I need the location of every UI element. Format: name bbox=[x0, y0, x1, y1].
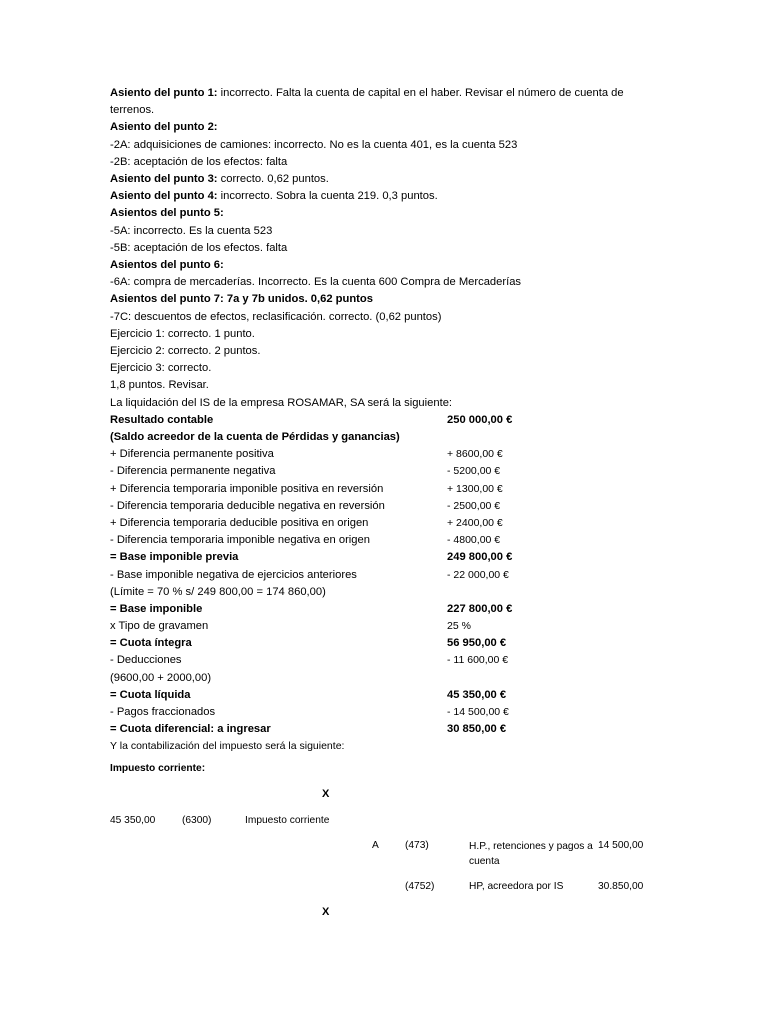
calc-value: + 1300,00 € bbox=[447, 482, 503, 495]
calc-label: = Cuota líquida bbox=[110, 688, 191, 701]
review-text: incorrecto. Falta la cuenta de capital en el haber. Revisar el número de cuenta de terrenos. bbox=[110, 87, 624, 117]
calc-label: - Diferencia temporaria deducible negativa en reversión bbox=[110, 499, 385, 512]
debit-account-code: (6300) bbox=[182, 815, 212, 826]
calc-row bbox=[110, 463, 650, 480]
calc-value: 56 950,00 € bbox=[447, 637, 507, 650]
calc-value: - 2500,00 € bbox=[447, 499, 501, 512]
calc-value: 249 800,00 € bbox=[447, 551, 513, 564]
review-line-17: 1,8 puntos. Revisar. bbox=[110, 379, 209, 392]
review-line-3: -2A: adquisiciones de camiones: incorrecto. No es la cuenta 401, es la cuenta 523 bbox=[110, 138, 518, 151]
calc-value: - 22 000,00 € bbox=[447, 568, 509, 581]
calc-value: 250 000,00 € bbox=[447, 413, 513, 426]
calc-label: + Diferencia permanente positiva bbox=[110, 448, 274, 461]
calc-label: + Diferencia temporaria imponible positiva en reversión bbox=[110, 482, 384, 495]
calc-value: 25 % bbox=[447, 620, 471, 633]
calc-row bbox=[110, 618, 650, 635]
calc-label: = Cuota diferencial: a ingresar bbox=[110, 723, 271, 736]
credit-amount: 30.850,00 bbox=[598, 881, 644, 892]
credit-amount: 14 500,00 bbox=[598, 840, 644, 851]
calc-value: 30 850,00 € bbox=[447, 723, 507, 736]
review-line-2: Asiento del punto 2: bbox=[110, 121, 218, 134]
calc-value: + 8600,00 € bbox=[447, 448, 503, 461]
separator-bottom: X bbox=[322, 906, 330, 918]
document-body bbox=[110, 85, 650, 755]
calc-value: - 11 600,00 € bbox=[447, 654, 509, 667]
review-heading: Asiento del punto 3: bbox=[110, 173, 218, 186]
calc-row bbox=[110, 446, 650, 463]
review-line-10: Asientos del punto 6: bbox=[110, 259, 224, 272]
review-text: correcto. 0,62 puntos. bbox=[217, 173, 329, 186]
calc-row bbox=[110, 652, 650, 669]
credit-account-name: H.P., retenciones y pagos a cuenta bbox=[469, 841, 593, 867]
review-line-16: Ejercicio 3: correcto. bbox=[110, 362, 212, 375]
calc-row bbox=[110, 498, 650, 515]
debit-account-name: Impuesto corriente bbox=[245, 815, 330, 826]
calc-row bbox=[110, 721, 650, 738]
review-line-9: -5B: aceptación de los efectos. falta bbox=[110, 241, 288, 254]
calc-label: - Deducciones bbox=[110, 654, 182, 667]
calc-label: x Tipo de gravamen bbox=[110, 620, 209, 633]
review-line-11: -6A: compra de mercaderías. Incorrecto. Es la cuenta 600 Compra de Mercaderías bbox=[110, 276, 522, 289]
calc-label: - Base imponible negativa de ejercicios anteriores bbox=[110, 568, 357, 581]
calc-row bbox=[110, 687, 650, 704]
calc-label: - Diferencia temporaria imponible negativa en origen bbox=[110, 534, 370, 547]
review-line-14: Ejercicio 1: correcto. 1 punto. bbox=[110, 327, 255, 340]
calc-row bbox=[110, 601, 650, 618]
calc-row bbox=[110, 704, 650, 721]
calc-label: Resultado contable bbox=[110, 413, 214, 426]
calc-row bbox=[110, 429, 650, 446]
calc-row bbox=[110, 412, 650, 429]
calc-row bbox=[110, 567, 650, 584]
calc-row bbox=[110, 670, 650, 687]
calc-value: 227 800,00 € bbox=[447, 602, 513, 615]
calc-row bbox=[110, 584, 650, 601]
calc-value: 45 350,00 € bbox=[447, 688, 507, 701]
calc-row bbox=[110, 635, 650, 652]
credit-account-code: (473) bbox=[405, 840, 429, 851]
review-line-1 bbox=[110, 85, 650, 119]
review-line-15: Ejercicio 2: correcto. 2 puntos. bbox=[110, 345, 261, 358]
calc-row bbox=[110, 481, 650, 498]
calc-label: - Diferencia permanente negativa bbox=[110, 465, 276, 478]
review-line-4: -2B: aceptación de los efectos: falta bbox=[110, 155, 288, 168]
accounting-intro: Y la contabilización del impuesto será la siguiente: bbox=[110, 740, 345, 753]
calc-label: (Límite = 70 % s/ 249 800,00 = 174 860,00) bbox=[110, 585, 326, 598]
calc-row bbox=[110, 549, 650, 566]
review-line-8: -5A: incorrecto. Es la cuenta 523 bbox=[110, 224, 273, 237]
review-line-18: La liquidación del IS de la empresa ROSAMAR, SA será la siguiente: bbox=[110, 396, 453, 409]
calc-value: + 2400,00 € bbox=[447, 516, 503, 529]
calc-value: - 5200,00 € bbox=[447, 465, 501, 478]
review-line-6 bbox=[110, 188, 650, 205]
calc-label: (9600,00 + 2000,00) bbox=[110, 671, 212, 684]
review-heading: Asiento del punto 1: bbox=[110, 87, 218, 99]
credit-account-code: (4752) bbox=[405, 881, 435, 892]
calc-label: = Base imponible bbox=[110, 602, 203, 615]
credit-account-name: HP, acreedora por IS bbox=[469, 881, 564, 892]
calc-label: + Diferencia temporaria deducible positiva en origen bbox=[110, 516, 369, 529]
calc-label: = Base imponible previa bbox=[110, 551, 239, 564]
review-line-5 bbox=[110, 171, 650, 188]
review-text: incorrecto. Sobra la cuenta 219. 0,3 puntos. bbox=[217, 190, 438, 203]
calc-value: - 4800,00 € bbox=[447, 534, 501, 547]
calc-row bbox=[110, 532, 650, 549]
separator-top: X bbox=[322, 788, 330, 800]
review-line-12: Asientos del punto 7: 7a y 7b unidos. 0,62 puntos bbox=[110, 293, 373, 306]
review-line-13: -7C: descuentos de efectos, reclasificación. correcto. (0,62 puntos) bbox=[110, 310, 442, 323]
calc-label: (Saldo acreedor de la cuenta de Pérdidas y ganancias) bbox=[110, 431, 400, 444]
tax-calculation bbox=[110, 412, 650, 739]
calc-row bbox=[110, 515, 650, 532]
entry-title: Impuesto corriente: bbox=[110, 763, 206, 774]
calc-label: - Pagos fraccionados bbox=[110, 706, 216, 719]
a-label: A bbox=[372, 840, 379, 851]
calc-value: - 14 500,00 € bbox=[447, 706, 509, 719]
calc-label: = Cuota íntegra bbox=[110, 637, 192, 650]
review-line-7: Asientos del punto 5: bbox=[110, 207, 224, 220]
review-heading: Asiento del punto 4: bbox=[110, 190, 218, 203]
debit-amount: 45 350,00 bbox=[110, 815, 156, 826]
